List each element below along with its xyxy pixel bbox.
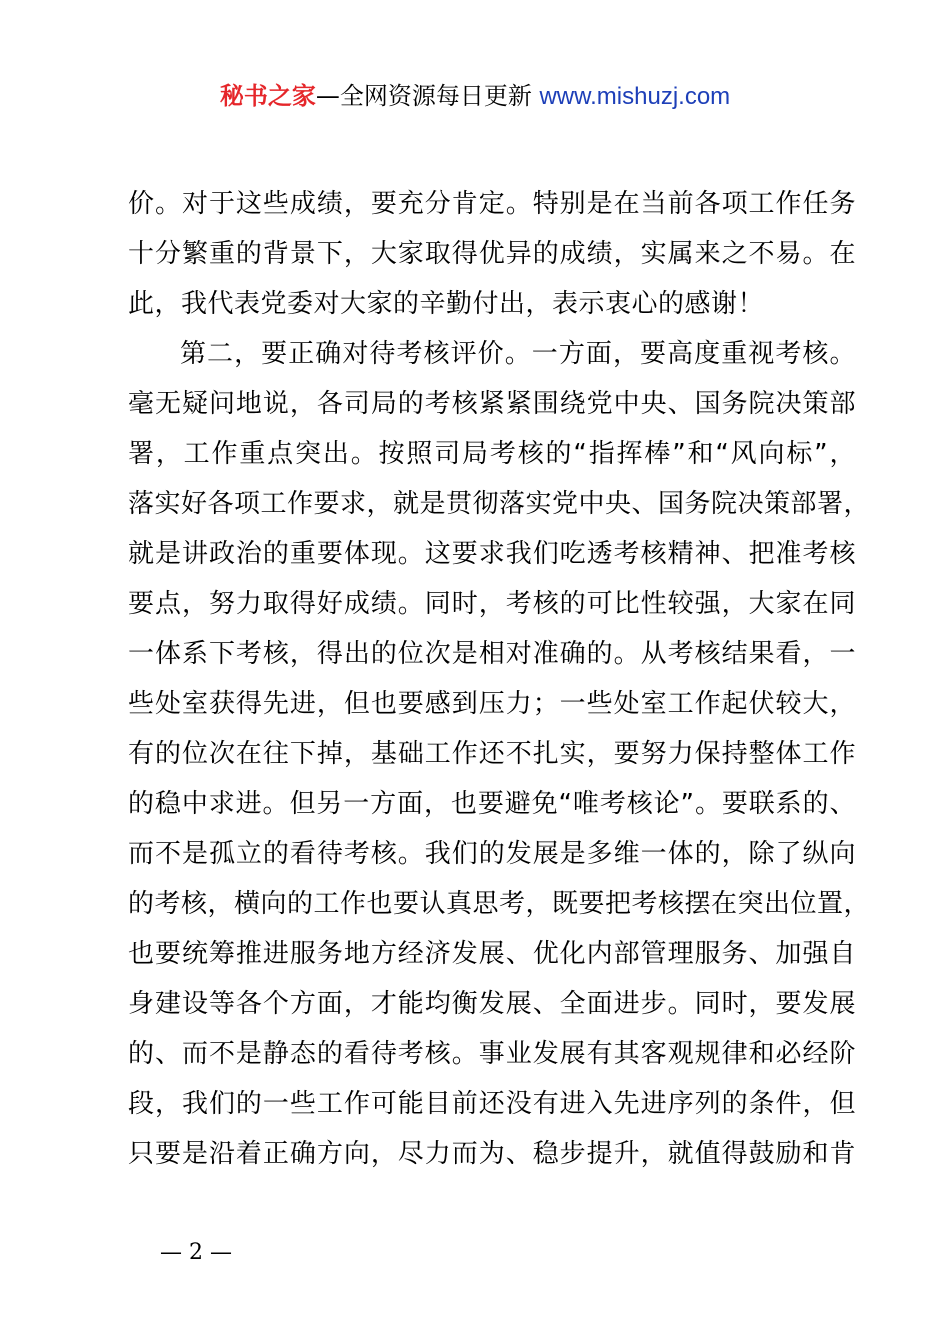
text-line: 也要统筹推进服务地方经济发展、优化内部管理服务、加强自 [128,939,856,969]
text-line: 有的位次在往下掉，基础工作还不扎实，要努力保持整体工作 [128,739,856,769]
text-line: 此，我代表党委对大家的辛勤付出，表示衷心的感谢！ [128,289,765,319]
page-number: — 2 — [160,1240,232,1265]
text-line: 的考核，横向的工作也要认真思考，既要把考核摆在突出位置， [128,889,871,919]
text-line: 的稳中求进。但另一方面，也要避免“唯考核论”。要联系的、 [128,789,856,819]
text-line: 署，工作重点突出。按照司局考核的“指挥棒”和“风向标”， [128,439,856,469]
site-url-link[interactable]: www.mishuzj.com [539,83,731,110]
text-line: 的、而不是静态的看待考核。事业发展有其客观规律和必经阶 [128,1039,856,1069]
text-line: 要点，努力取得好成绩。同时，考核的可比性较强，大家在同 [128,589,856,619]
text-line: 只要是沿着正确方向，尽力而为、稳步提升，就值得鼓励和肯 [128,1139,856,1169]
text-line: 毫无疑问地说，各司局的考核紧紧围绕党中央、国务院决策部 [128,389,856,419]
site-tagline: —全网资源每日更新 [315,82,532,110]
paragraph-start-line: 第二，要正确对待考核评价。一方面，要高度重视考核。 [180,339,856,369]
text-line: 而不是孤立的看待考核。我们的发展是多维一体的，除了纵向 [128,839,856,869]
text-line: 一体系下考核，得出的位次是相对准确的。从考核结果看，一 [128,639,856,669]
text-line: 就是讲政治的重要体现。这要求我们吃透考核精神、把准考核 [128,539,856,569]
text-line: 身建设等各个方面，才能均衡发展、全面进步。同时，要发展 [128,989,856,1019]
text-line: 些处室获得先进，但也要感到压力；一些处室工作起伏较大， [128,689,856,719]
text-line: 落实好各项工作要求，就是贯彻落实党中央、国务院决策部署， [128,489,871,519]
document-body [128,184,871,1184]
text-line: 段，我们的一些工作可能目前还没有进入先进序列的条件，但 [128,1089,856,1119]
text-line: 价。对于这些成绩，要充分肯定。特别是在当前各项工作任务 [128,189,856,219]
site-header [0,80,950,113]
site-brand: 秘书之家 [219,82,316,110]
text-line: 十分繁重的背景下，大家取得优异的成绩，实属来之不易。在 [128,239,856,269]
